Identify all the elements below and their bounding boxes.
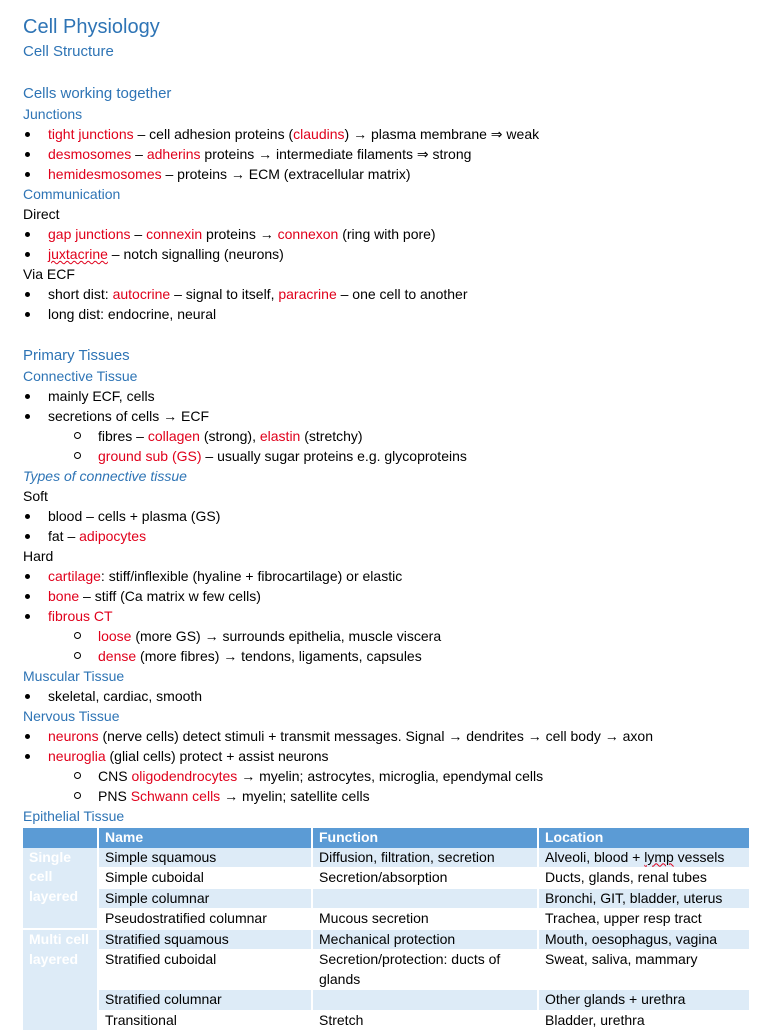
highlighted-term: connexin: [146, 226, 203, 242]
list-item: [23, 506, 751, 526]
types-heading: Types of connective tissue: [23, 468, 187, 484]
text-run: ) → plasma membrane ⇒ weak: [344, 126, 540, 142]
epithelial-heading: Epithelial Tissue: [23, 808, 125, 824]
function-cell: [312, 888, 538, 909]
location-cell: [538, 1010, 750, 1031]
function-cell: Stretch: [312, 1010, 538, 1031]
table-row: [23, 909, 750, 930]
text-run: Alveoli, blood +: [545, 848, 645, 865]
name-cell: Simple columnar: [98, 888, 312, 909]
sub-list-item: [23, 626, 751, 646]
function-cell: Secretion/absorption: [312, 868, 538, 889]
highlighted-term: loose: [98, 628, 132, 644]
highlighted-term: neuroglia: [48, 748, 106, 764]
table-row: [23, 848, 750, 868]
epithelial-table: [23, 828, 751, 1032]
row-group-label: Multi cell layered: [23, 929, 98, 1031]
highlighted-term: tight junctions: [48, 126, 134, 142]
communication-heading: Communication: [23, 186, 121, 202]
fibrous-sublist: [23, 626, 751, 666]
highlighted-term: hemidesmosomes: [48, 166, 162, 182]
text-run: mainly ECF, cells: [48, 388, 155, 404]
sub-list-item: [23, 786, 751, 806]
table-row: [23, 1010, 750, 1031]
text-run: blood – cells + plasma (GS): [48, 508, 221, 524]
highlighted-term: neurons: [48, 728, 99, 744]
name-cell: Simple cuboidal: [98, 868, 312, 889]
text-run: – signal to itself,: [170, 286, 279, 302]
highlighted-term: dense: [98, 648, 137, 664]
highlighted-term: oligodendrocytes: [131, 768, 238, 784]
list-item: [23, 746, 751, 766]
text-run: vessels: [673, 848, 725, 865]
location-cell: [538, 990, 750, 1011]
list-item: [23, 224, 751, 244]
connective-sublist: [23, 426, 751, 466]
text-run: Bladder, urethra: [545, 1011, 645, 1028]
muscular-list: [23, 686, 751, 706]
highlighted-term: fibrous CT: [48, 608, 113, 624]
name-cell: Stratified columnar: [98, 990, 312, 1011]
list-item: [23, 606, 751, 626]
function-cell: Mechanical protection: [312, 929, 538, 950]
list-item: [23, 566, 751, 586]
text-run: – usually sugar proteins e.g. glycoproteins: [201, 448, 467, 464]
list-item: [23, 304, 751, 324]
highlighted-term: Schwann cells: [130, 788, 221, 804]
text-run: PNS: [98, 788, 131, 804]
nervous-heading: Nervous Tissue: [23, 708, 120, 724]
text-run: : stiff/inflexible (hyaline + fibrocartilage) or elastic: [100, 568, 403, 584]
text-run: fibres –: [98, 428, 148, 444]
text-run: Trachea, upper resp tract: [545, 910, 702, 926]
location-cell: [538, 909, 750, 930]
location-cell: [538, 929, 750, 950]
list-item: [23, 284, 751, 304]
name-cell: Stratified squamous: [98, 929, 312, 950]
list-item: [23, 144, 751, 164]
direct-label: Direct: [23, 206, 60, 222]
connective-list: [23, 386, 751, 426]
page-title: Cell Physiology: [23, 16, 160, 38]
highlighted-term: claudins: [293, 126, 345, 142]
highlighted-term: ground sub (GS): [98, 448, 202, 464]
highlighted-term: lymp: [644, 848, 674, 865]
sub-list-item: [23, 426, 751, 446]
text-run: secretions of cells → ECF: [48, 408, 210, 424]
table-row: [23, 950, 750, 990]
function-cell: Diffusion, filtration, secretion: [312, 848, 538, 868]
text-run: Mouth, oesophagus, vagina: [545, 930, 718, 947]
table-row: [23, 888, 750, 909]
list-item: [23, 244, 751, 264]
list-item: [23, 386, 751, 406]
table-header-cell: Location: [538, 828, 750, 848]
table-row: [23, 990, 750, 1011]
function-cell: Mucous secretion: [312, 909, 538, 930]
via-ecf-label: Via ECF: [23, 266, 75, 282]
table-row: [23, 929, 750, 950]
sub-list-item: [23, 766, 751, 786]
highlighted-term: elastin: [259, 428, 301, 444]
muscular-heading: Muscular Tissue: [23, 668, 125, 684]
text-run: long dist: endocrine, neural: [48, 306, 217, 322]
highlighted-term: cartilage: [48, 568, 101, 584]
text-run: → myelin; satellite cells: [220, 788, 370, 804]
row-group-label: Single cell layered: [23, 848, 98, 930]
nervous-sublist: [23, 766, 751, 806]
highlighted-term: bone: [48, 588, 80, 604]
text-run: proteins →: [202, 226, 278, 242]
text-run: (glial cells) protect + assist neurons: [105, 748, 329, 764]
text-run: (more GS) → surrounds epithelia, muscle viscera: [131, 628, 442, 644]
list-item: [23, 124, 751, 144]
sub-list-item: [23, 646, 751, 666]
text-run: –: [131, 146, 147, 162]
soft-list: [23, 506, 751, 546]
list-item: [23, 586, 751, 606]
subtitle: Cell Structure: [23, 43, 114, 60]
text-run: (stretchy): [300, 428, 363, 444]
sub-list-item: [23, 446, 751, 466]
text-run: Ducts, glands, renal tubes: [545, 869, 707, 885]
list-item: [23, 726, 751, 746]
text-run: Bronchi, GIT, bladder, uterus: [545, 889, 723, 906]
location-cell: [538, 888, 750, 909]
text-run: skeletal, cardiac, smooth: [48, 688, 203, 704]
text-run: – cell adhesion proteins (: [133, 126, 294, 142]
function-cell: Secretion/protection: ducts of glands: [312, 950, 538, 990]
text-run: → myelin; astrocytes, microglia, ependymal cells: [237, 768, 544, 784]
table-row: [23, 868, 750, 889]
table-header-row: [23, 828, 750, 848]
text-run: –: [130, 226, 147, 242]
hard-label: Hard: [23, 548, 54, 564]
highlighted-term: desmosomes: [48, 146, 132, 162]
highlighted-term: adherins: [146, 146, 201, 162]
text-run: (more fibres) → tendons, ligaments, capsules: [136, 648, 422, 664]
soft-label: Soft: [23, 488, 48, 504]
highlighted-term: adipocytes: [79, 528, 147, 544]
text-run: (ring with pore): [338, 226, 436, 242]
document-page: [23, 14, 751, 1032]
highlighted-term: juxtacrine: [48, 246, 108, 262]
direct-list: [23, 224, 751, 264]
text-run: proteins → intermediate filaments ⇒ strong: [200, 146, 472, 162]
text-run: – one cell to another: [336, 286, 468, 302]
list-item: [23, 406, 751, 426]
text-run: – stiff (Ca matrix w few cells): [79, 588, 261, 604]
via-ecf-list: [23, 284, 751, 324]
table-header-cell: [23, 828, 98, 848]
primary-tissues-heading: Primary Tissues: [23, 347, 130, 364]
text-run: – notch signalling (neurons): [107, 246, 284, 262]
table-header-cell: Name: [98, 828, 312, 848]
hard-list: [23, 566, 751, 626]
text-run: Other glands + urethra: [545, 991, 686, 1007]
text-run: – proteins → ECM (extracellular matrix): [161, 166, 411, 182]
highlighted-term: collagen: [147, 428, 200, 444]
text-run: short dist:: [48, 286, 113, 302]
highlighted-term: connexon: [277, 226, 339, 242]
location-cell: [538, 950, 750, 990]
list-item: [23, 526, 751, 546]
table-header-cell: Function: [312, 828, 538, 848]
highlighted-term: gap junctions: [48, 226, 131, 242]
text-run: (strong),: [199, 428, 260, 444]
name-cell: Stratified cuboidal: [98, 950, 312, 990]
name-cell: Transitional: [98, 1010, 312, 1031]
name-cell: Simple squamous: [98, 848, 312, 868]
name-cell: Pseudostratified columnar: [98, 909, 312, 930]
location-cell: [538, 868, 750, 889]
cells-together-heading: Cells working together: [23, 85, 172, 102]
function-cell: [312, 990, 538, 1011]
highlighted-term: autocrine: [112, 286, 171, 302]
junctions-list: [23, 124, 751, 184]
connective-heading: Connective Tissue: [23, 368, 138, 384]
junctions-heading: Junctions: [23, 106, 83, 122]
nervous-list: [23, 726, 751, 766]
epithelial-table-body: [23, 848, 750, 1031]
list-item: [23, 164, 751, 184]
text-run: Sweat, saliva, mammary: [545, 951, 698, 967]
text-run: CNS: [98, 768, 132, 784]
text-run: (nerve cells) detect stimuli + transmit messages. Signal → dendrites → cell body → axon: [98, 728, 653, 744]
highlighted-term: paracrine: [278, 286, 337, 302]
location-cell: [538, 848, 750, 868]
list-item: [23, 686, 751, 706]
text-run: fat –: [48, 528, 80, 544]
